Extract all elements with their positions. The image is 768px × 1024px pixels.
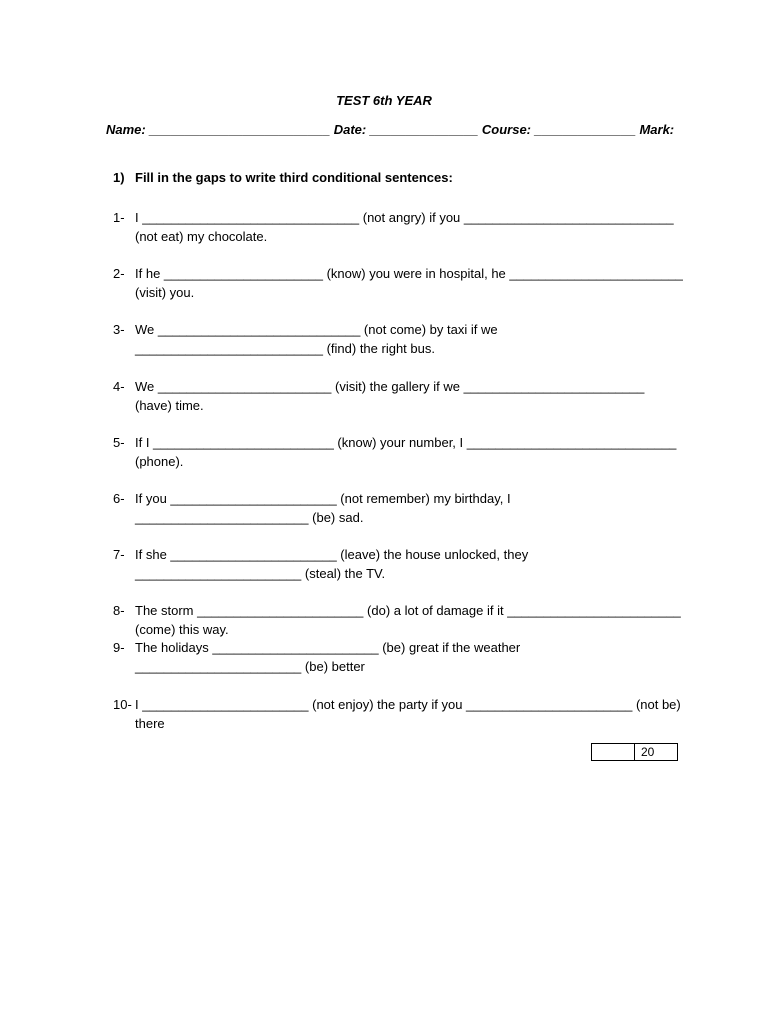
exercise-instruction-text: Fill in the gaps to write third conditional sentences: [135, 170, 453, 185]
question-6 [113, 489, 683, 527]
question-text: If he ______________________ (know) you were in hospital, he ________________________ (visit) you. [135, 266, 687, 300]
exercise-instruction [113, 170, 453, 185]
question-number: 2- [113, 266, 125, 281]
student-info-line: Name: _________________________ Date: _______________ Course: ______________ Mark: [106, 122, 675, 137]
page-title: TEST 6th YEAR [336, 93, 432, 108]
question-text: If I _________________________ (know) your number, I _____________________________ (phone). [135, 435, 681, 469]
question-9 [113, 638, 683, 676]
question-text: The storm _______________________ (do) a lot of damage if it ________________________ (come) this way. [135, 603, 685, 637]
question-10 [113, 695, 683, 733]
question-text: If you _______________________ (not remember) my birthday, I ________________________ (be) sad. [135, 491, 515, 525]
question-text: I _______________________ (not enjoy) the party if you _______________________ (not be) there [135, 697, 685, 731]
question-number: 5- [113, 435, 125, 450]
question-3 [113, 320, 683, 358]
question-1 [113, 208, 683, 246]
score-total-cell: 20 [641, 745, 655, 759]
question-number: 10- [113, 697, 132, 712]
question-text: We ________________________ (visit) the gallery if we _________________________ (have) time. [135, 379, 648, 413]
question-number: 1- [113, 210, 125, 225]
question-7 [113, 545, 683, 583]
question-number: 4- [113, 379, 125, 394]
question-number: 3- [113, 322, 125, 337]
question-8 [113, 601, 683, 639]
question-number: 8- [113, 603, 125, 618]
question-text: If she _______________________ (leave) the house unlocked, they _______________________ (steal) the TV. [135, 547, 532, 581]
exercise-number: 1) [113, 170, 125, 185]
question-2 [113, 264, 687, 302]
question-number: 7- [113, 547, 125, 562]
score-box [591, 743, 678, 761]
question-text: We ____________________________ (not come) by taxi if we __________________________ (find) the right bus. [135, 322, 502, 356]
question-5 [113, 433, 683, 471]
question-4 [113, 377, 683, 415]
question-text: I ______________________________ (not angry) if you _____________________________ (not eat) my chocolate. [135, 210, 678, 244]
question-number: 9- [113, 640, 125, 655]
question-text: The holidays _______________________ (be) great if the weather _______________________ (be) better [135, 640, 524, 674]
question-number: 6- [113, 491, 125, 506]
score-obtained-cell [592, 744, 635, 760]
